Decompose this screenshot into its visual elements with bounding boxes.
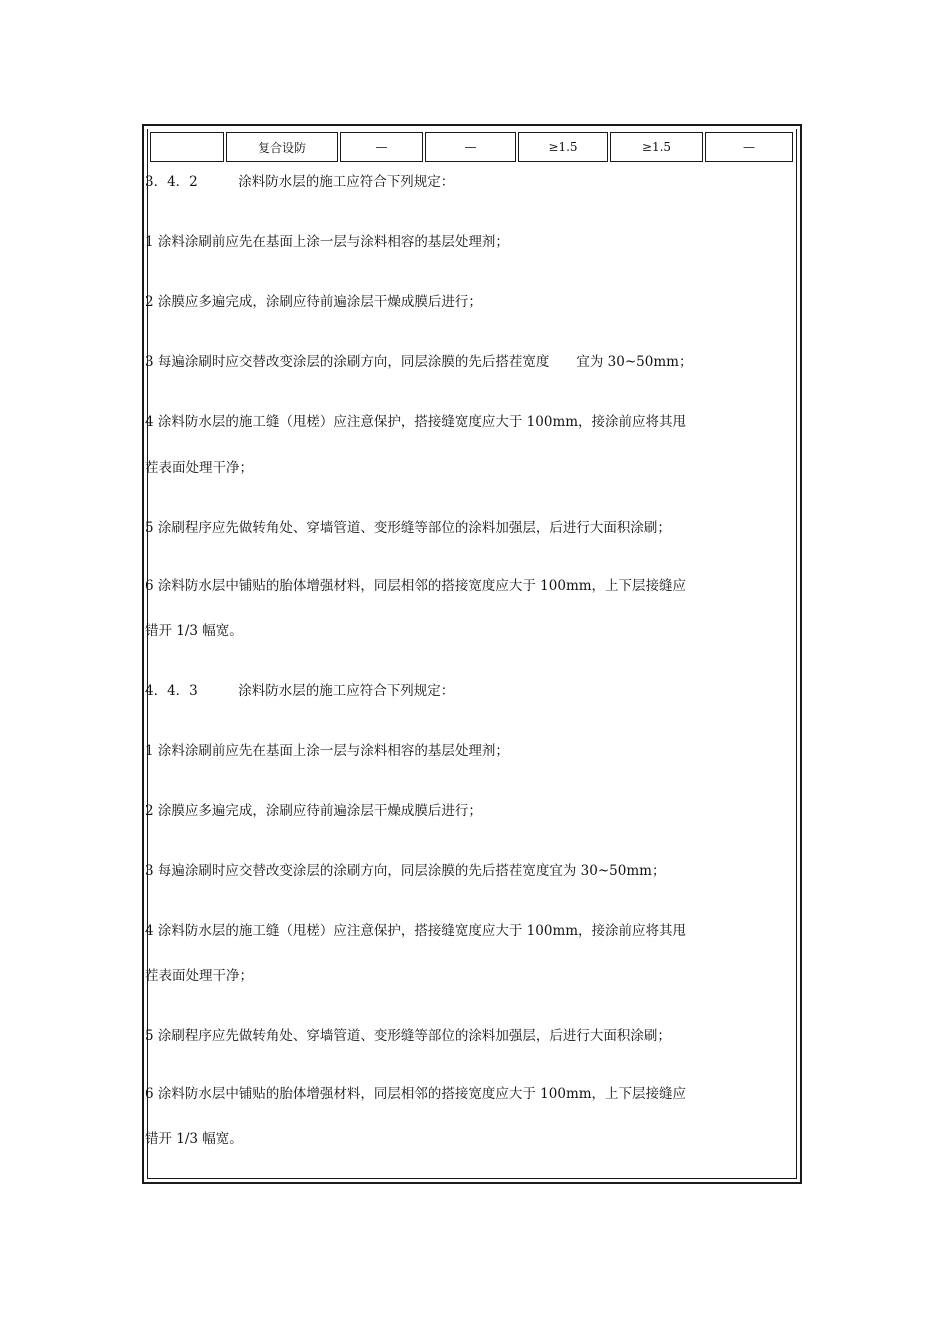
list-item-continuation: 茬表面处理干净； xyxy=(145,460,253,476)
table-cell: ≥1.5 xyxy=(610,132,703,162)
list-item: 6 涂料防水层中铺贴的胎体增强材料，同层相邻的搭接宽度应大于 100mm，上下层接缝应 xyxy=(145,578,687,594)
list-item: 4 涂料防水层的施工缝（甩槎）应注意保护，搭接缝宽度应大于 100mm，接涂前应将其甩 xyxy=(145,923,687,939)
list-item: 3 每遍涂刷时应交替改变涂层的涂刷方向，同层涂膜的先后搭茬宽度宜为 30~50mm； xyxy=(145,863,666,879)
table-row xyxy=(150,132,793,162)
table-cell: — xyxy=(425,132,516,162)
list-item: 3 每遍涂刷时应交替改变涂层的涂刷方向，同层涂膜的先后搭茬宽度 宜为 30~50mm； xyxy=(145,354,693,370)
table-cell: — xyxy=(340,132,423,162)
list-item: 2 涂膜应多遍完成，涂刷应待前遍涂层干燥成膜后进行； xyxy=(145,803,482,819)
list-item-continuation: 茬表面处理干净； xyxy=(145,968,253,984)
list-item: 1 涂料涂刷前应先在基面上涂一层与涂料相容的基层处理剂； xyxy=(145,234,509,250)
table-cell: — xyxy=(705,132,793,162)
document-frame xyxy=(142,124,802,1184)
table-cell: 复合设防 xyxy=(226,132,338,162)
table-cell: ≥1.5 xyxy=(518,132,608,162)
table-cell xyxy=(150,132,224,162)
list-item: 5 涂刷程序应先做转角处、穿墙管道、变形缝等部位的涂料加强层，后进行大面积涂刷； xyxy=(145,1028,671,1044)
list-item: 2 涂膜应多遍完成，涂刷应待前遍涂层干燥成膜后进行； xyxy=(145,294,482,310)
list-item-continuation: 错开 1/3 幅宽。 xyxy=(145,623,243,639)
frame-inner-left-border xyxy=(147,129,148,1179)
section-heading-342: 3．4．2 涂料防水层的施工应符合下列规定： xyxy=(145,174,455,190)
frame-inner-right-border xyxy=(796,129,797,1179)
list-item: 5 涂刷程序应先做转角处、穿墙管道、变形缝等部位的涂料加强层，后进行大面积涂刷； xyxy=(145,520,671,536)
section-heading-443: 4．4．3 涂料防水层的施工应符合下列规定： xyxy=(145,683,455,699)
list-item: 1 涂料涂刷前应先在基面上涂一层与涂料相容的基层处理剂； xyxy=(145,743,509,759)
frame-inner-bottom-border xyxy=(147,1178,797,1179)
list-item-continuation: 错开 1/3 幅宽。 xyxy=(145,1131,243,1147)
spec-table xyxy=(148,130,795,164)
list-item: 4 涂料防水层的施工缝（甩槎）应注意保护，搭接缝宽度应大于 100mm，接涂前应将其甩 xyxy=(145,414,687,430)
list-item: 6 涂料防水层中铺贴的胎体增强材料，同层相邻的搭接宽度应大于 100mm，上下层接缝应 xyxy=(145,1086,687,1102)
